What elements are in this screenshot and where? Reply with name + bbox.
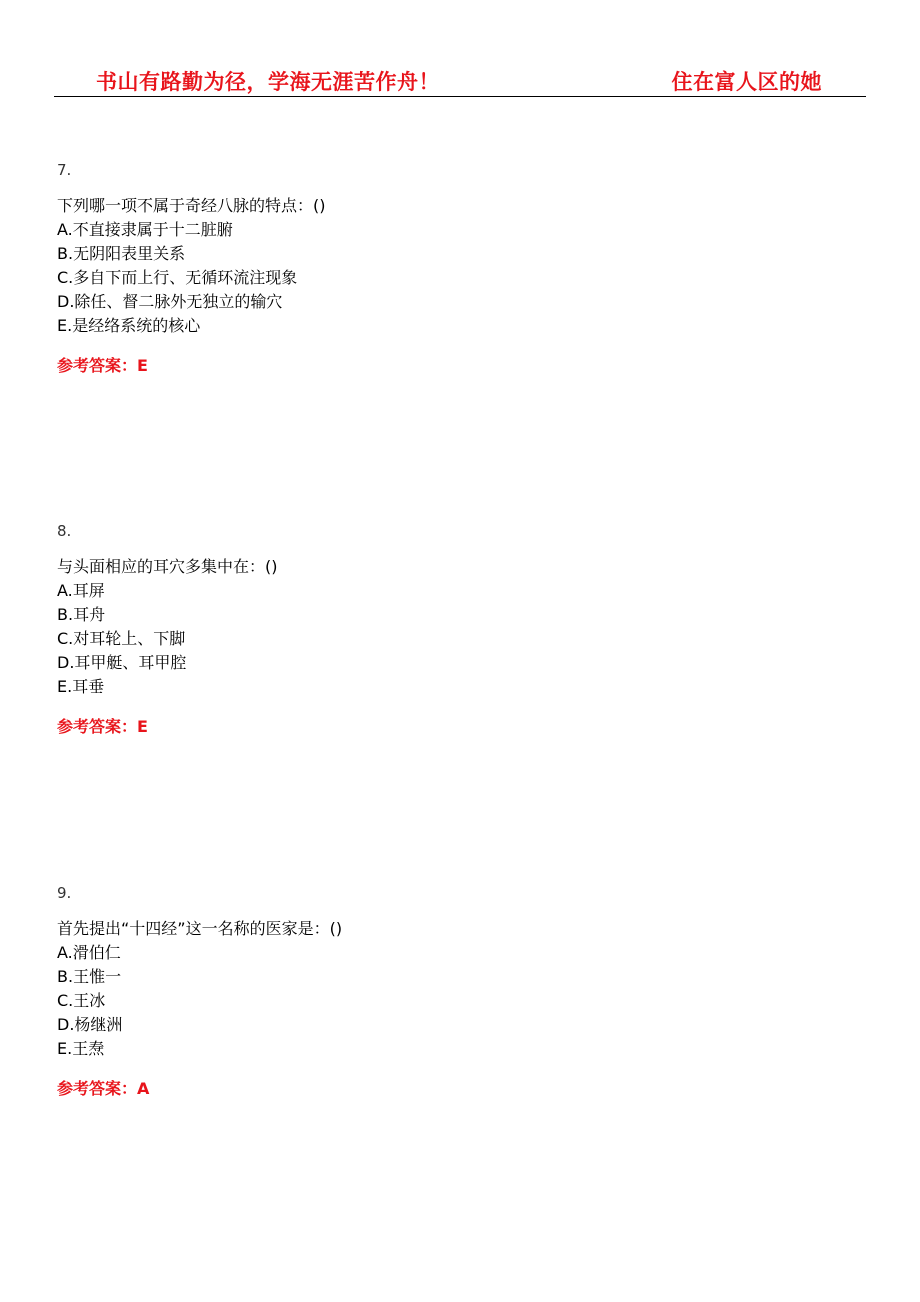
option-d: D.杨继洲 xyxy=(57,1015,123,1034)
question-stem: 与头面相应的耳穴多集中在：() xyxy=(57,557,278,576)
question-8 xyxy=(57,519,857,739)
option-d: D.除任、督二脉外无独立的输穴 xyxy=(57,292,283,311)
option-e: E.耳垂 xyxy=(57,677,105,696)
option-a: A.不直接隶属于十二脏腑 xyxy=(57,220,233,239)
question-number: 9. xyxy=(57,884,72,902)
option-c: C.王冰 xyxy=(57,991,106,1010)
option-a: A.滑伯仁 xyxy=(57,943,121,962)
page-header xyxy=(54,62,866,97)
option-c: C.多自下而上行、无循环流注现象 xyxy=(57,268,298,287)
reference-answer: 参考答案：A xyxy=(57,1079,150,1098)
option-e: E.王焘 xyxy=(57,1039,105,1058)
header-motto: 书山有路勤为径，学海无涯苦作舟！ xyxy=(96,69,440,94)
question-number: 7. xyxy=(57,161,72,179)
option-c: C.对耳轮上、下脚 xyxy=(57,629,186,648)
reference-answer: 参考答案：E xyxy=(57,717,148,736)
question-7 xyxy=(57,158,857,378)
question-stem: 首先提出“十四经”这一名称的医家是：() xyxy=(57,919,343,938)
header-author: 住在富人区的她 xyxy=(671,69,822,94)
option-b: B.耳舟 xyxy=(57,605,106,624)
option-b: B.无阴阳表里关系 xyxy=(57,244,186,263)
option-d: D.耳甲艇、耳甲腔 xyxy=(57,653,187,672)
option-b: B.王惟一 xyxy=(57,967,122,986)
option-a: A.耳屏 xyxy=(57,581,105,600)
question-number: 8. xyxy=(57,522,72,540)
option-e: E.是经络系统的核心 xyxy=(57,316,201,335)
reference-answer: 参考答案：E xyxy=(57,356,148,375)
question-stem: 下列哪一项不属于奇经八脉的特点：() xyxy=(57,196,326,215)
question-9 xyxy=(57,881,857,1101)
